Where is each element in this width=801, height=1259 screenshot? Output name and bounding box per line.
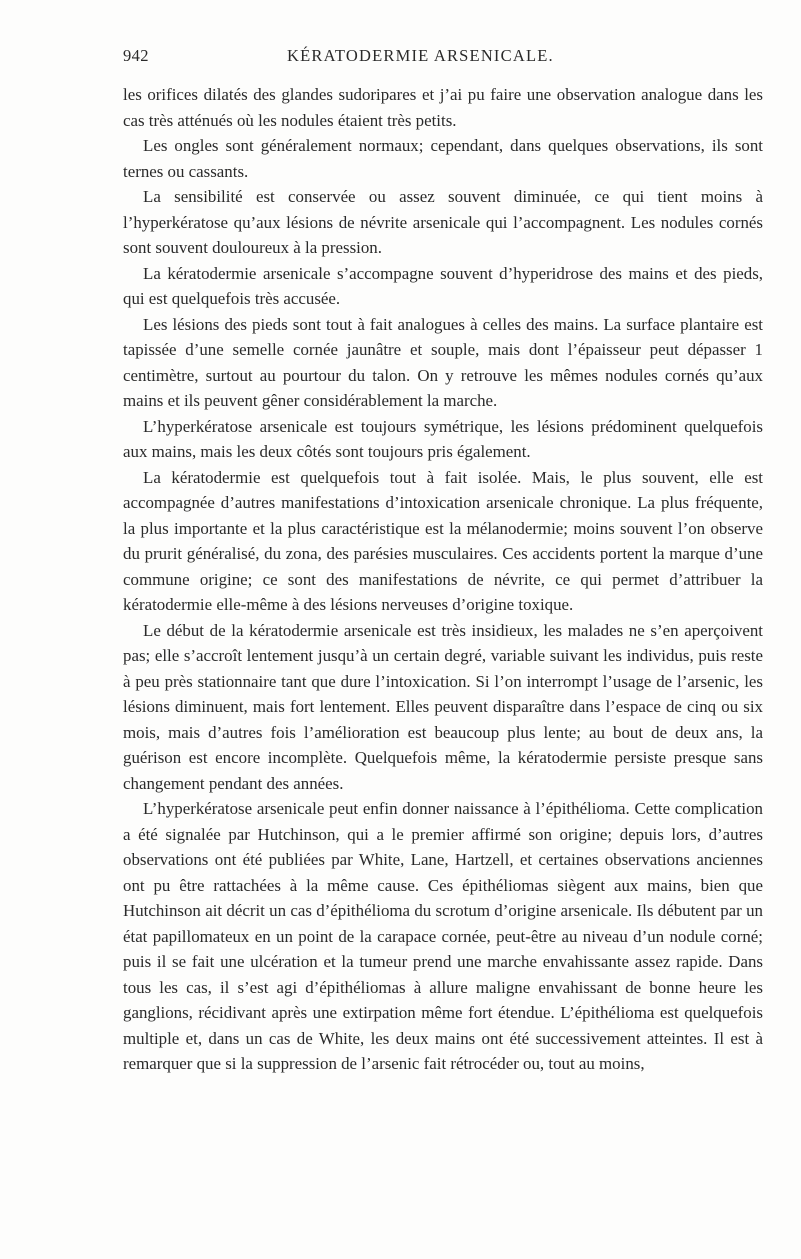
paragraph-hyperidrosis: La kératodermie arsenicale s’accompagne souvent d’hyperidrose des mains et des pieds, qui est quelquefois très accusée. <box>123 263 763 308</box>
paragraph-onset-course: Le début de la kératodermie arsenicale est très insidieux, les malades ne s’en aperçoivent pas; elle s’accroît lentement jusqu’à un certain degré, variable suivant les individus, puis reste à peu près stationnaire tant que dure l’intoxication. Si l’on interrompt l’usage de l’arsenic, les lésions diminuent, mais fort lentement. Elles peuvent disparaître dans l’espace de cinq ou six mois, mais d’autres fois l’amélioration est beaucoup plus lente; au bout de deux ans, la guérison est encore incomplète. Quelquefois même, la kératodermie persiste presque sans changement pendant des années. <box>123 620 763 793</box>
page-header <box>123 46 761 70</box>
paragraph-associated-manifestations: La kératodermie est quelquefois tout à fait isolée. Mais, le plus souvent, elle est accompagnée d’autres manifestations d’intoxication arsenicale chronique. La plus fréquente, la plus importante et la plus caractéristique est la mélanodermie; moins souvent l’on observe du prurit généralisé, du zona, des parésies musculaires. Ces accidents portent la marque d’une commune origine; ce sont des manifestations de névrite, ce qui permet d’attribuer la kératodermie elle-même à des lésions nerveuses d’origine toxique. <box>123 467 763 614</box>
body-text <box>123 82 763 1077</box>
running-title: KÉRATODERMIE ARSENICALE. <box>287 46 554 65</box>
paragraph-nails: Les ongles sont généralement normaux; cependant, dans quelques observations, ils sont ternes ou cassants. <box>123 136 763 181</box>
page-number: 942 <box>123 46 149 65</box>
paragraph-epithelioma: L’hyperkératose arsenicale peut enfin donner naissance à l’épithélioma. Cette complication a été signalée par Hutchinson, qui a le premier affirmé son origine; depuis lors, d’autres observations ont été publiées par White, Lane, Hartzell, et certaines observations anciennes ont pu être rattachées à la même cause. Ces épithéliomas siègent aux mains, bien que Hutchinson ait décrit un cas d’épithélioma du scrotum d’origine arsenicale. Ils débutent par un état papillomateux en un point de la carapace cornée, peut-être au niveau d’un nodule corné; puis il se fait une ulcération et la tumeur prend une marche envahissante assez rapide. Dans tous les cas, il s’est agi d’épithéliomas à allure maligne envahissant de bonne heure les ganglions, récidivant après une extirpation même fort étendue. L’épithélioma est quelquefois multiple et, dans un cas de White, les deux mains ont été successivement atteintes. Il est à remarquer que si la suppression de l’arsenic fait rétrocéder ou, tout au moins, <box>123 799 763 1073</box>
paragraph-continuation: les orifices dilatés des glandes sudoripares et j’ai pu faire une observation analogue dans les cas très atténués où les nodules étaient très petits. <box>123 85 763 130</box>
paragraph-sensibility: La sensibilité est conservée ou assez souvent diminuée, ce qui tient moins à l’hyperkératose qu’aux lésions de névrite arsenicale qui l’accompagnent. Les nodules cornés sont souvent douloureux à la pression. <box>123 187 763 257</box>
paragraph-symmetry: L’hyperkératose arsenicale est toujours symétrique, les lésions prédominent quelquefois aux mains, mais les deux côtés sont toujours pris également. <box>123 416 763 461</box>
paragraph-feet-lesions: Les lésions des pieds sont tout à fait analogues à celles des mains. La surface plantaire est tapissée d’une semelle cornée jaunâtre et souple, mais dont l’épaisseur peut dépasser 1 centimètre, surtout au pourtour du talon. On y retrouve les mêmes nodules cornés qu’aux mains et ils peuvent gêner considérablement la marche. <box>123 314 763 410</box>
